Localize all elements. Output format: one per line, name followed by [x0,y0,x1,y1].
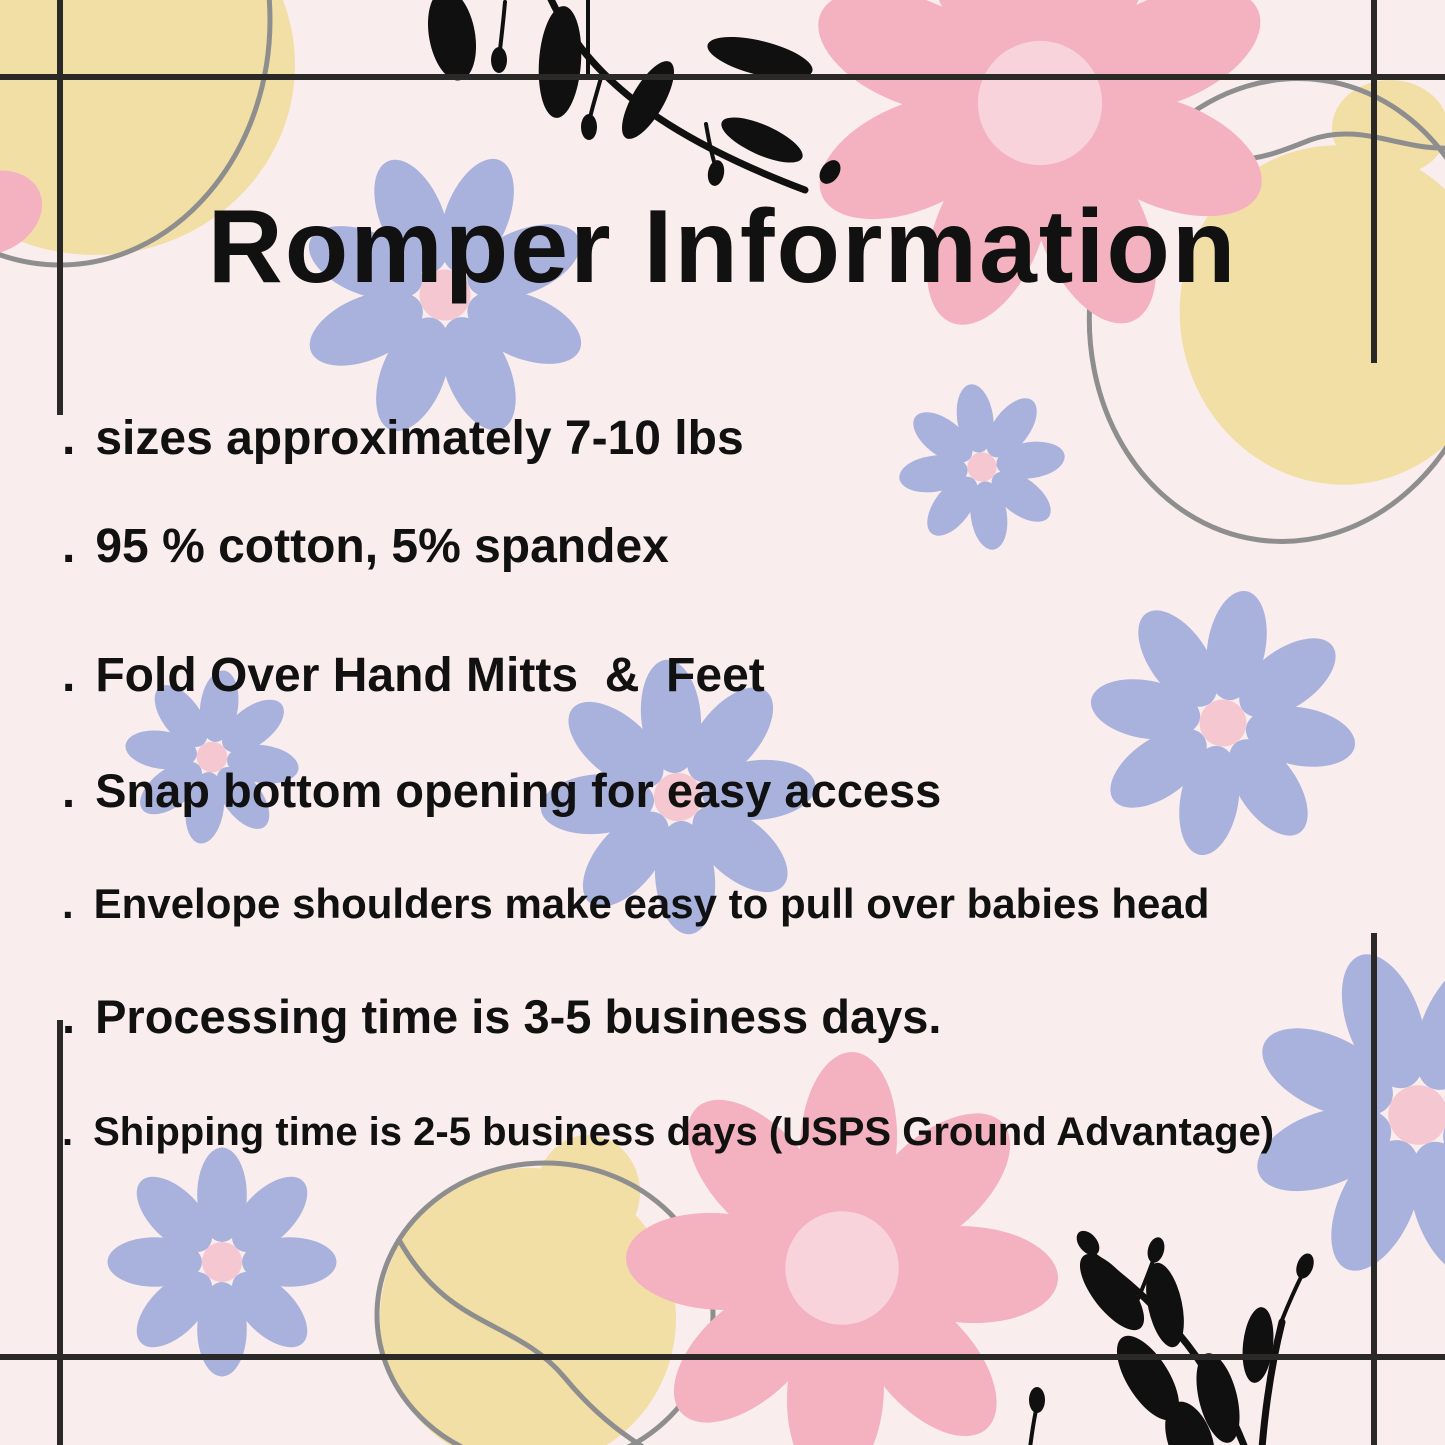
bullet-marker: . [62,764,76,817]
blue-daisy-icon [888,373,1076,561]
frame-line-left-upper [57,0,63,415]
bullet-line-mitts [62,648,765,703]
bullet-text: sizes approximately 7-10 lbs [95,412,744,465]
bullet-marker: . [62,649,76,702]
bullet-marker: . [62,990,76,1043]
bullet-text: Fold Over Hand Mitts & Feet [95,649,765,702]
bullet-marker: . [62,880,74,927]
frame-line-right-lower [1371,933,1377,1445]
bullet-text: Snap bottom opening for easy access [95,764,942,817]
bullet-text: Processing time is 3-5 business days. [95,990,942,1043]
bullet-line-sizes [62,411,744,466]
frame-line-right-upper [1371,0,1377,363]
bullet-text: Shipping time is 2-5 business days (USPS Ground Advantage) [93,1110,1275,1154]
bullet-text: 95 % cotton, 5% spandex [95,520,669,573]
leaf-branch-bottom-icon [1029,1226,1317,1445]
bullet-marker: . [62,1110,74,1154]
bullet-line-fabric [62,519,669,574]
frame-line-top [0,74,1445,80]
bullet-line-envelope [62,880,1209,928]
page-title: Romper Information [207,189,1238,305]
bullet-line-shipping [62,1109,1274,1155]
frame-line-bottom [0,1354,1445,1360]
blue-daisy-icon [1068,568,1378,878]
blue-daisy-icon [108,1148,337,1377]
bullet-marker: . [62,520,76,573]
bullet-marker: . [62,412,76,465]
frame-line-left-lower [57,1020,63,1445]
bullet-line-processing [62,990,941,1044]
bullet-line-snap [62,764,941,818]
pink-flower-icon [615,1041,1070,1445]
bullet-text: Envelope shoulders make easy to pull over babies head [93,880,1210,927]
